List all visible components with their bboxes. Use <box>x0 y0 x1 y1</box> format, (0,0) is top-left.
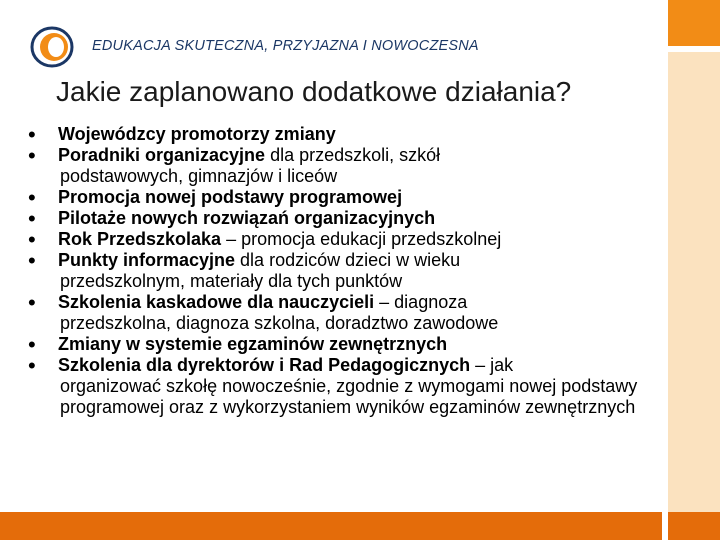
item-rest: dla przedszkoli, szkół <box>265 145 441 165</box>
bullet-dot-icon: • <box>28 206 36 231</box>
item-continuation: przedszkolnym, materiały dla tych punktów <box>60 271 403 291</box>
ring-logo-icon <box>28 24 80 70</box>
bullet-dot-icon: • <box>28 227 36 252</box>
list-item <box>28 124 668 145</box>
list-item <box>28 334 668 355</box>
bullet-dot-icon: • <box>28 332 36 357</box>
bullet-dot-icon: • <box>28 122 36 147</box>
decorative-orange-block <box>668 0 720 46</box>
list-item <box>28 187 668 208</box>
bullet-dot-icon: • <box>28 248 36 273</box>
list-item <box>28 208 668 229</box>
bullet-list <box>28 124 668 418</box>
item-rest: – diagnoza <box>374 292 468 312</box>
bullet-dot-icon: • <box>28 143 36 168</box>
item-bold: Punkty informacyjne <box>58 250 236 270</box>
item-rest: – jak <box>470 355 514 375</box>
bullet-dot-icon: • <box>28 185 36 210</box>
item-bold: Poradniki organizacyjne <box>58 145 266 165</box>
bullet-dot-icon: • <box>28 290 36 315</box>
item-continuation: organizować szkołę nowocześnie, zgodnie z wymogami nowej podstawy programowej oraz z wykorzystaniem wyników egzaminów zewnętrznych <box>60 376 638 417</box>
item-continuation: podstawowych, gimnazjów i liceów <box>60 166 338 186</box>
list-item <box>28 355 668 418</box>
item-bold: Pilotaże nowych rozwiązań organizacyjnych <box>58 208 436 228</box>
item-bold: Rok Przedszkolaka <box>58 229 222 249</box>
item-rest: dla rodziców dzieci w wieku <box>235 250 461 270</box>
item-bold: Szkolenia kaskadowe dla nauczycieli <box>58 292 375 312</box>
item-bold: Zmiany w systemie egzaminów zewnętrznych <box>58 334 448 354</box>
item-bold: Szkolenia dla dyrektorów i Rad Pedagogicznych <box>58 355 471 375</box>
decorative-side-strip <box>668 52 720 512</box>
item-bold: Promocja nowej podstawy programowej <box>58 187 403 207</box>
item-rest: – promocja edukacji przedszkolnej <box>221 229 502 249</box>
list-item <box>28 250 668 292</box>
bullet-dot-icon: • <box>28 353 36 378</box>
item-bold: Wojewódzcy promotorzy zmiany <box>58 124 336 144</box>
decorative-bottom-bar <box>0 512 720 540</box>
list-item <box>28 145 668 187</box>
slide-title: Jakie zaplanowano dodatkowe działania? <box>56 76 572 107</box>
header-tagline: EDUKACJA SKUTECZNA, PRZYJAZNA I NOWOCZESNA <box>92 38 479 54</box>
list-item <box>28 229 668 250</box>
item-continuation: przedszkolna, diagnoza szkolna, doradztwo zawodowe <box>60 313 499 333</box>
list-item <box>28 292 668 334</box>
bottom-bar-gap <box>662 512 668 540</box>
